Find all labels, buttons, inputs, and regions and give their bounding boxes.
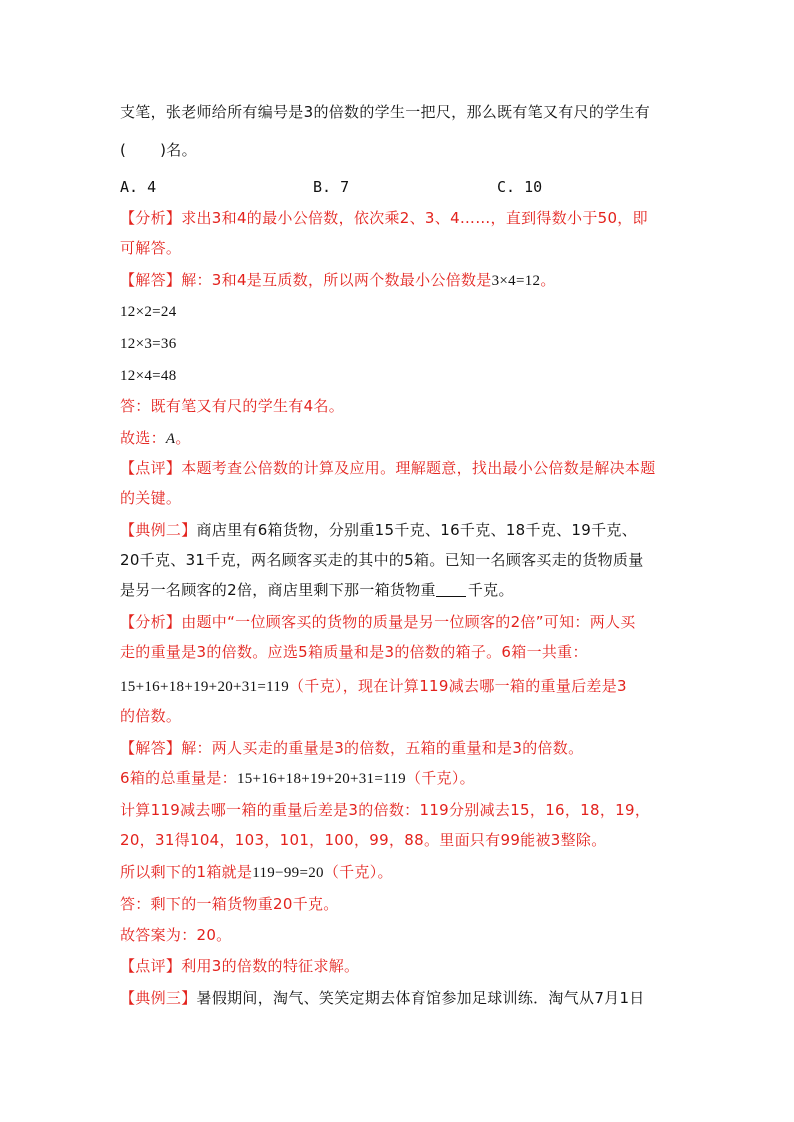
q1-choice: 故选：A。 <box>120 429 191 447</box>
solution-tag: 【解答】 <box>120 271 182 289</box>
q1-comment-line2: 的关键。 <box>120 489 182 507</box>
q1-analysis-line1: 【分析】求出3和4的最小公倍数，依次乘2、3、4……，直到得数小于50，即 <box>120 209 648 227</box>
q2-stem-line1: 【典例二】商店里有6箱货物，分别重15千克、16千克、18千克、19千克、 <box>120 521 638 539</box>
comment-tag: 【点评】 <box>120 459 182 477</box>
q1-option-c: C. 10 <box>497 178 543 196</box>
q3-stem-line1: 【典例三】暑假期间，淘气、笑笑定期去体育馆参加足球训练．淘气从7月1日 <box>120 989 645 1007</box>
q2-analysis-line2: 走的重量是3的倍数。应选5箱质量和是3的倍数的箱子。6箱一共重： <box>120 643 588 661</box>
q1-calc-1: 12×2=24 <box>120 304 177 320</box>
q1-option-a: A. 4 <box>120 178 157 196</box>
q2-solution-line5: 所以剩下的1箱就是119−99=20（千克）。 <box>120 863 393 881</box>
q1-stem-line2: ( )名。 <box>120 141 197 159</box>
q1-solution-line: 【解答】解：3和4是互质数，所以两个数最小公倍数是3×4=12。 <box>120 271 556 289</box>
q2-comment: 【点评】利用3的倍数的特征求解。 <box>120 957 360 975</box>
q2-analysis-line1: 【分析】由题中“一位顾客买的货物的质量是另一位顾客的2倍”可知：两人买 <box>120 613 636 631</box>
q1-stem-line1: 支笔，张老师给所有编号是3的倍数的学生一把尺，那么既有笔又有尺的学生有 <box>120 103 651 121</box>
example-two-tag: 【典例二】 <box>120 521 197 539</box>
example-three-tag: 【典例三】 <box>120 989 197 1007</box>
q2-stem-line2: 20千克、31千克，两名顾客买走的其中的5箱。已知一名顾客买走的货物质量 <box>120 551 644 569</box>
q2-final: 故答案为：20。 <box>120 926 232 944</box>
q2-analysis-line4: 的倍数。 <box>120 707 182 725</box>
q2-solution-line1: 【解答】解：两人买走的重量是3的倍数，五箱的重量和是3的倍数。 <box>120 739 584 757</box>
answer-blank <box>436 582 466 597</box>
q1-answer: 答：既有笔又有尺的学生有4名。 <box>120 397 345 415</box>
q1-comment-line1: 【点评】本题考查公倍数的计算及应用。理解题意，找出最小公倍数是解决本题 <box>120 459 656 477</box>
solution-tag: 【解答】 <box>120 739 182 757</box>
q1-calc-2: 12×3=36 <box>120 336 177 352</box>
q2-solution-line4: 20，31得104，103，101，100，99，88。里面只有99能被3整除。 <box>120 831 607 849</box>
q1-calc-3: 12×4=48 <box>120 368 177 384</box>
q2-analysis-line3: 15+16+18+19+20+31=119（千克），现在计算119减去哪一箱的重量后差是3 <box>120 677 627 695</box>
analysis-tag: 【分析】 <box>120 613 182 631</box>
comment-tag: 【点评】 <box>120 957 182 975</box>
q2-stem-line3: 是另一名顾客的2倍，商店里剩下那一箱货物重 千克。 <box>120 581 514 599</box>
q1-analysis-line2: 可解答。 <box>120 239 182 257</box>
q2-answer: 答：剩下的一箱货物重20千克。 <box>120 895 339 913</box>
q2-solution-line2: 6箱的总重量是：15+16+18+19+20+31=119（千克）。 <box>120 769 475 787</box>
q1-option-b: B. 7 <box>313 178 350 196</box>
analysis-tag: 【分析】 <box>120 209 182 227</box>
q2-solution-line3: 计算119减去哪一箱的重量后差是3的倍数：119分别减去15，16，18，19， <box>120 801 651 819</box>
